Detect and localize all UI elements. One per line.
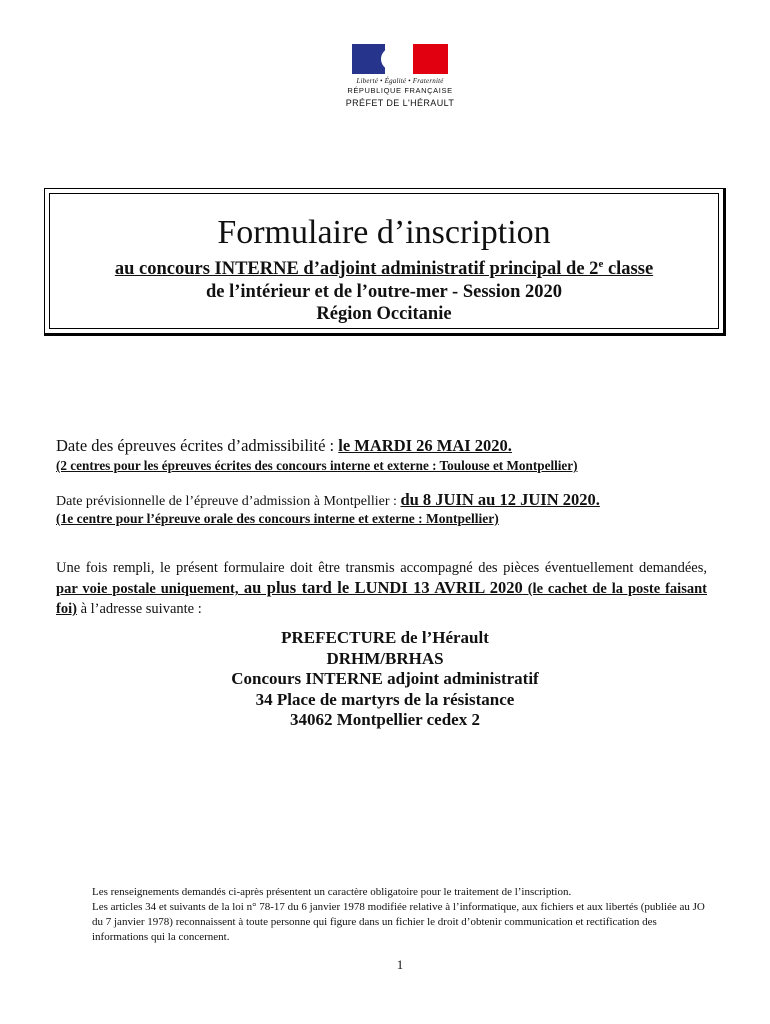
mailing-address xyxy=(0,628,770,731)
written-exam-centres: (2 centres pour les épreuves écrites des concours interne et externe : Toulouse et Montpellier) xyxy=(56,458,578,473)
oral-exam-date: Date prévisionnelle de l’épreuve d’admission à Montpellier : du 8 JUIN au 12 JUIN 2020. xyxy=(56,490,600,509)
prefecture-logo xyxy=(344,44,456,108)
form-subtitle-line2: au concours INTERNE d’adjoint administratif principal de 2e classe xyxy=(114,258,654,280)
marianne-flag-icon xyxy=(352,44,448,74)
address-line: PREFECTURE de l’Hérault xyxy=(281,628,489,647)
address-line: Concours INTERNE adjoint administratif xyxy=(231,669,539,688)
instructions-paragraph: Une fois rempli, le présent formulaire doit être transmis accompagné des pièces éventuellement demandées, par voie postale uniquement, au plus tard le LUNDI 13 AVRIL 2020 (le cachet de la poste faisant foi) à l’adresse suivante : xyxy=(56,560,707,617)
form-title: Formulaire d’inscription xyxy=(217,214,551,251)
address-line: 34 Place de martyrs de la résistance xyxy=(255,689,515,709)
address-line: DRHM/BRHAS xyxy=(326,648,444,668)
written-exam-date: Date des épreuves écrites d’admissibilité : le MARDI 26 MAI 2020. xyxy=(56,436,512,455)
address-line: 34062 Montpellier cedex 2 xyxy=(290,710,480,729)
form-region: Région Occitanie xyxy=(316,304,452,324)
legal-notice: Les renseignements demandés ci-après présentent un caractère obligatoire pour le traitement de l’inscription. Les articles 34 et suivants de la loi n° 78-17 du 6 janvier 1978 modifiée relative à l’informatique, aux fichiers et aux libertés (publiée au JO du 7 janvier 1978) reconnaissent à toute personne qui figure dans un fichier le droit d’obtenir communication et rectification des informations qui la concernent. xyxy=(92,886,705,943)
oral-exam-centres: (1e centre pour l’épreuve orale des concours interne et externe : Montpellier) xyxy=(56,511,499,526)
title-box xyxy=(44,188,726,336)
logo-motto: Liberté • Égalité • Fraternité xyxy=(356,77,444,85)
page-number: 1 xyxy=(396,957,404,972)
logo-republic: RÉPUBLIQUE FRANÇAISE xyxy=(347,86,453,95)
form-subtitle-line3: de l’intérieur et de l’outre-mer - Session 2020 xyxy=(205,282,563,302)
logo-prefect: PRÉFET DE L'HÉRAULT xyxy=(345,98,455,108)
